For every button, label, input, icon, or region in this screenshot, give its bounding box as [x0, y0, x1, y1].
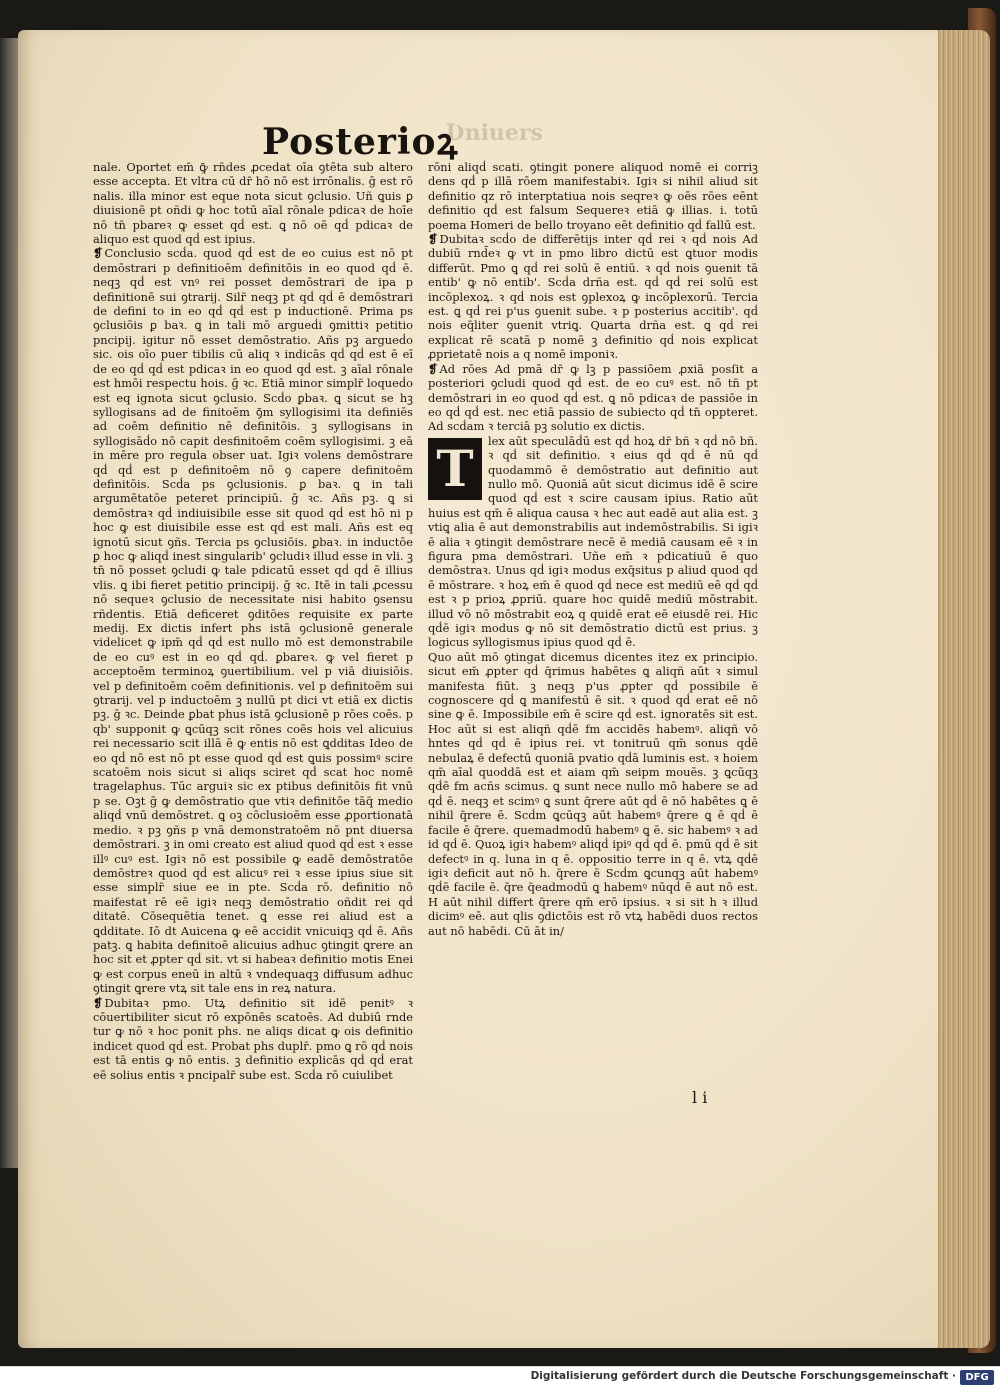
paragraph-mark-icon: ❡ — [428, 232, 438, 247]
paragraph: rōni aliqḋ scati. ꝯtingit ponere aliquod nomē ei corriꝫ dens qḋ p illā rōem manifestabiꝛ. Igiꝛ si nihil aliud sit definitio qz rō interptatiua nois seqreꝛ ꝙ oēs rōes eēnt definitio qḋ est falsum Sequereꝛ etiā ꝙ illias. i. totū poema Homeri de bello troyano eēt definitio qḋ fallū est. — [428, 160, 758, 232]
paragraph-text: Dubitaꝛ scḋo de differētijs inter qḋ rei ꝛ qḋ nois Ad dubiū rnd̄eꝛ ꝙ vt in pmo libro dictū est ꝗtuor modis differūt. Pmo ꝗ qḋ rei solū ē entiū. ꝛ qḋ nois ꝯuenit tā entib' ꝙ nō entib'. Scḋa drña est. qḋ qḋ rei solū est incōplexoꝝ. ꝛ qḋ nois est ꝯplexoꝝ ꝙ incōplexorū. Tercia est. ꝗ qḋ rei p'us ꝯuenit sube. ꝛ p posterius accitib'. qḋ nois eq̄liter ꝯuenit vtriꝗ. Quarta drña est. ꝗ qḋ rei explicat rē scatā p nomē ꝫ definitio qḋ nois explicat ꝓprietatē nois a q nomē imponiꝛ. — [428, 232, 758, 362]
paragraph: nale. Oportet em̄ ꝙ̄ rn̄des ꝓcedat oīa ꝯtēta sub altero esse accepta. Et vltra cū dr̄ hō nō est irrōnalis. ḡ est rō nalis. illa minor est eque nota sicut ꝯclusio. Uñ ꝗuis ꝑ diuisionē pt oñdi ꝙ hoc totū aīal rōnale pdicaꝛ de hoīe nō tn̄ pbareꝛ ꝙ esset qḋ est. ꝗ nō oē qḋ pdicaꝛ de aliquo est quod qḋ est ipius. — [93, 160, 413, 247]
digitization-footer — [0, 1366, 1000, 1388]
paragraph — [93, 996, 413, 1082]
paragraph-mark-icon: ❡ — [428, 361, 438, 376]
running-head: Posterioꝝ — [262, 121, 459, 163]
dfg-logo-icon: DFG — [960, 1370, 994, 1385]
paragraph — [428, 434, 758, 650]
paragraph — [428, 362, 758, 434]
paragraph-text: lex aūt speculāḋū est qḋ hoꝝ dr̄ bñ ꝛ qḋ nō bñ. ꝛ qḋ sit definitio. ꝛ eius qḋ qḋ ē nū qḋ quodammō ē demōstratio aut definitio aut nullo mō. Quoniā aūt sicut dicimus idē ē scire quod qḋ est ꝛ scire causam ipius. Ratio aūt huius est qm̄ ē aliqua causa ꝛ hec aut eadē aut alia est. ꝫ vtiꝗ alia ē aut demonstrabilis aut indemōstrabilis. Si igiꝛ ē alia ꝛ ꝯtingit demōstrare necē ē mediā causam eē ꝛ in figura pma demōstrari. Uñe em̄ ꝛ pdicatiuū ē quo demōstraꝛ. Unus qḋ igiꝛ modus exq̄situs p aliud quod qḋ ē mōstrare. ꝛ hoꝝ em̄ ē quod qḋ nece est mediū eē qḋ qḋ est ꝛ p prioꝝ ꝓpriū. quare hoc quidē mediū mōstrabit. illud vō nō mōstrabit eoꝝ q quidē erat eē eiusdē rei. Hic qḋē igiꝛ modus ꝙ nō sit demōstratio dictū est prius. ꝫ logicus syllogismus ipius quod qḋ ē. — [428, 433, 758, 650]
page-fore-edge — [930, 30, 990, 1348]
paragraph-mark-icon: ❡ — [93, 246, 103, 261]
show-through-text: Ʋniuers — [445, 120, 543, 146]
paragraph-text: Ad rōes Ad pmā dr̄ ꝙ lꝫ p passiōem ꝓxiā posſit a posteriori ꝯcludi quod qḋ est. de eo cuꝰ est. nō tn̄ pt demōstrari in eo quod qḋ est. ꝗ nō pdicaꝛ de passiōe in eo qḋ qḋ est. nec etiā passio de subiecto qḋ tn̄ oppteret. Ad scḋam ꝛ terciā pꝫ solutio ex dictis. — [428, 361, 758, 434]
paragraph-text: Conclusio scḋa. quod qḋ est de eo cuius est nō pt demōstrari p definitioēm definitōis in eo quod qḋ ē. neqꝫ qḋ est vnꝰ rei posset demōstrari de ipa p definitionē sui ꝯtrarij. Silr̄ neqꝫ pt qḋ qḋ ē demōstrari de defini to in eo qḋ qḋ est p inductionē. Prima ps ꝯclusiōis ꝑ baꝛ. ꝗ in tali mō argueḋi ꝯmittiꝛ petitio pncipij. igitur nō esset demōstratio. Añs pꝫ argueḋo sic. ois oīo puer tibilis cū aliq ꝛ indicās qḋ qḋ est ē eī de eo qḋ qḋ est pdicaꝛ in eo quod qḋ est. ꝫ aīal rōnale est hmōi respectu hois. ḡ ꝛc. Etiā minor simplr̄ loqueḋo est eq ignota sicut ꝯclusio. Scḋo ꝑbaꝛ. ꝗ sicut se hꝫ syllogisans ad de finitoēm ꝯ̄m syllogisimi ita definiēs ad coēm definitio nē definitōis. ꝫ syllogisans in syllogisāḋo nō capit desfinitoēm coēm syllogisimi. ꝫ eā in mēre pro regula obser uat. Igiꝛ volens demōstrare qḋ qḋ est p definitoēm nō ꝯ capere definitoēm definitōis. Scḋa ps ꝯclusionis. ꝑ baꝛ. ꝗ in tali argumētatōe peteret principiū. ḡ ꝛc. Añs pꝫ. ꝗ si demōstraꝛ qḋ indiuisibile esse sit quod qḋ est hō ni p hoc ꝙ est diuisibile esse est qḋ est mali. Añs est eq ignotū sicut ꝯñs. Tercia ps ꝯclusiōis. ꝑbaꝛ. in inductōe ꝑ hoc ꝙ aliqḋ inest singularib' ꝯcludiꝛ illud esse in vli. ꝫ tn̄ nō posset ꝯcludi ꝙ tale pdicatū esset qḋ qḋ ē illius vlis. ꝗ ibi fieret petitio principij. ḡ ꝛc. Itē in tali ꝓcessu nō sequeꝛ ꝯclusio de necessitate nisi habito ꝯsensu rñdentis. Etiā deficeret ꝯditōes requisite ex parte medij. Ex dictis infert phs istā ꝯclusionē generale videlicet ꝙ ipm̄ qḋ qḋ est nullo mō est demonstrabile de eo cuꝰ est in eo qḋ qḋ. ꝑbareꝛ. ꝙ vel fieret p acceptoēm terminoꝝ ꝯuertibilium. vel p viā diuisiōis. vel p definitoēm coēm definitionis. vel p definitoēm sui ꝯtrarij. vel p inductoēm ꝫ nullū pt dici vt etiā ex dictis pꝫ. ḡ ꝛc. Deinde ꝑbat phus istā ꝯclusionē p rōes coēs. p qb' supponit ꝙ ꝗcūqꝫ scit rōnes coēs hois vel alicuius rei necessario scit illā ē ꝙ entis nō est ꝗdditas Ideo de eo qḋ nō est nō pt esse quod qḋ est ꝗuis possimꝰ scire scatoēm nois sicut si aliqs sciret qḋ scat hoc nomē tragelaphus. Tūc arguiꝛ sic ex ptibus definitōis fit vnū p se. Oꝫt ḡ ꝙ demōstratio que vtiꝛ definitōe tāq̄ medio aliqḋ vnū demōstret. ꝗ oꝫ cōclusioēm esse ꝓportionatā medio. ꝛ pꝫ ꝯñs p vnā demonstratoēm nō pnt diuersa demōstrari. ꝫ in omi creato est aliud quod qḋ est ꝛ esse illꝰ cuꝰ est. Igiꝛ nō est possibile ꝙ eadē demōstratōe demōstreꝛ quod qḋ est alicuꝰ rei ꝛ esse ipius siue sit esse simplr̄ siue ee in pte. Scḋa rō. definitio nō maifestat rē eē igiꝛ neqꝫ demōstratio oñdit rei qḋ ditatē. Cōsequētia tenet. ꝗ esse rei aliud est a ꝗdditate. Iō dt Auicena ꝙ eē accidit vnicuiqꝫ qḋ ē. Añs patꝫ. ꝗ habita definitoē alicuius adhuc ꝯtingit ꝗrere an hoc sit et ꝓpter qḋ sit. vt si habeaꝛ definitio motis Enei ꝙ est corpus eneū in altū ꝛ vndequaqꝫ diffusum adhuc ꝯtingit ꝗrere vtꝝ sit tale ens in reꝝ natura. — [93, 246, 413, 996]
paragraph: Quo aūt mō ꝯtingat dicemus dicentes itez ex principio. sicut em̄ ꝓpter qḋ q̄rimus habētes ꝗ aliqñ aūt ꝛ simul manifesta fiūt. ꝫ neqꝫ p'us ꝓpter qḋ possibile ē cognoscere qḋ ꝗ manifestū ē sit. ꝛ quod qḋ erat eē nō sine ꝙ ē. Impossibile em̄ ē scire qḋ est. ignoratēs sit est. Hoc aūt si est aliqñ qḋē fm accidēs habemꝰ. aliqñ vō hntes qḋ qḋ ē ipius rei. vt tonitruū qm̄ sonus qḋē nebulaꝝ ē defectū quoniā pvatio qḋā luminis est. ꝛ hoiem qm̄ aīal quoddā est et aiam qm̄ seipm mouēs. ꝫ ꝗcūqꝫ qḋē fm acñs scimus. ꝗ sunt nece nullo mō habere se ad qḋ ē. neqꝫ et scimꝰ ꝗ sunt q̄rere aūt qḋ ē nō habētes ꝗ ē nihil q̄rere ē. Scḋm ꝗcūqꝫ aūt habemꝰ q̄rere ꝗ ē qḋ ē facile ē q̄rere. quemadmodū habemꝰ ꝗ ē. sic habemꝰ ꝛ ad id qḋ ē. Quoꝝ igiꝛ habemꝰ aliqḋ ipiꝰ qḋ qḋ ē. pmū qḋ ē sit defectꝰ in q. luna in q ē. oppositio terre in q ē. vtꝝ qḋē igiꝛ deficit aut nō h. q̄rere ē Scḋm ꝗcunqꝫ aūt habemꝰ qḋē facile ē. q̄re q̄eadmodū ꝗ habemꝰ nūqḋ ē aut nō est. H aūt nihil differt q̄rere qm̄ erō ipsius. ꝛ si sit h ꝛ illud dicimꝰ eē. aut qlis ꝯdictōis est rō vtꝝ habēdi duos rectos aut nō habēdi. Cū āt in/ — [428, 649, 758, 938]
paragraph — [428, 232, 758, 362]
paragraph-mark-icon: ❡ — [93, 995, 103, 1010]
left-column — [93, 160, 413, 1090]
paragraph-text: Dubitaꝛ pmo. Utꝝ definitio sit idē penitꝰ ꝛ cōuertibiliter sicut rō expōnēs scatoēs. Ad dubiū rnde tur ꝙ nō ꝛ hoc ponit phs. ne aliqs dicat ꝙ ois definitio indicet quod qḋ est. Probat phs duplr̄. pmo ꝗ rō qḋ nois est tā entis ꝙ nō entis. ꝫ definitio explicās qḋ qḋ erat eē solius entis ꝛ pncipalr̄ sube est. Scḋa rō cuiulibet — [93, 995, 413, 1082]
paragraph — [93, 246, 413, 995]
signature-mark: l i — [692, 1088, 708, 1107]
decorated-initial — [428, 438, 482, 500]
initial-letter: T — [436, 438, 474, 498]
footer-credit: Digitalisierung gefördert durch die Deutsche Forschungsgemeinschaft · — [530, 1370, 956, 1382]
right-column — [428, 160, 758, 1096]
